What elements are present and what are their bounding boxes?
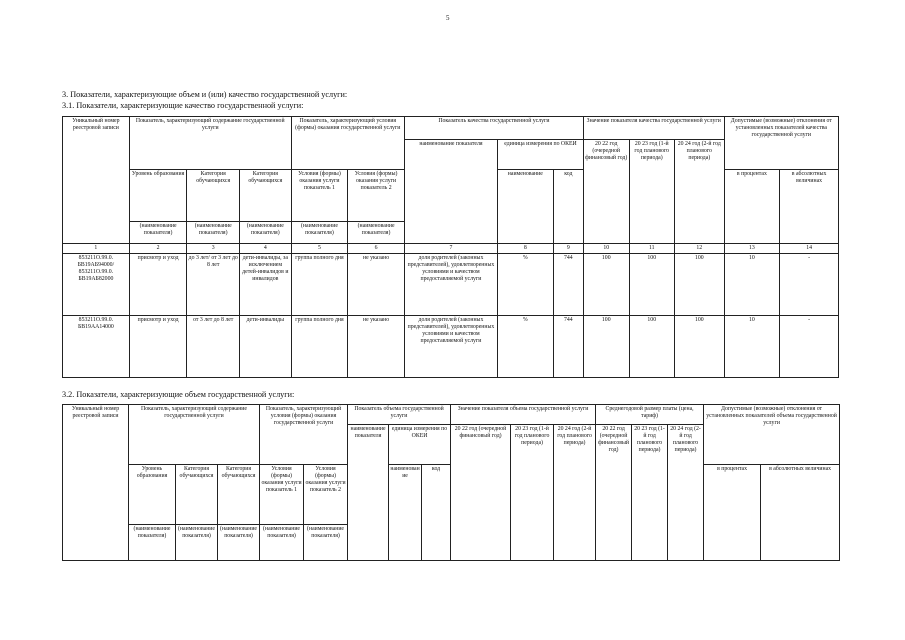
cell: группа полного дня xyxy=(291,254,348,316)
cell: дети-инвалиды, за исключением детей-инвалидов и инвалидов xyxy=(240,254,292,316)
colnum: 11 xyxy=(629,244,675,254)
header-condition-2: Условия (формы) оказания услуги показатель 2 xyxy=(348,170,405,222)
table-row xyxy=(63,254,839,316)
cell: 10 xyxy=(724,254,780,316)
header-deviation: Допустимые (возможные) отклонения от установленных показателей качества государственной услуги xyxy=(724,117,838,170)
header-percent: в процентах xyxy=(724,170,780,244)
header-absolute: в абсолютных величинах xyxy=(780,170,839,244)
cell: не указано xyxy=(348,316,405,378)
cell: 100 xyxy=(675,316,725,378)
header-unit-code: код xyxy=(422,465,451,561)
colnum: 5 xyxy=(291,244,348,254)
header-quality: Показатель качества государственной услуги xyxy=(404,117,583,140)
cell: присмотр и уход xyxy=(129,316,187,378)
cell: доля родителей (законных представителей), удовлетворенных условиями и качеством предоставляемой услуги xyxy=(404,316,497,378)
section-3-2-title: 3.2. Показатели, характеризующие объем государственной услуги: xyxy=(62,390,295,399)
colnum: 9 xyxy=(553,244,583,254)
page-number: 5 xyxy=(446,14,450,22)
header-unit: единица измерения по ОКЕИ xyxy=(389,425,451,465)
header-unit-code: код xyxy=(553,170,583,244)
header-registry: Уникальный номер реестровой записи xyxy=(63,117,130,244)
subheader-name-5: (наименование показателя) xyxy=(348,222,405,244)
registry-number: 853211О.99.0. БВ19АА14000 xyxy=(63,316,130,378)
header-education-level: Уровень образования xyxy=(129,170,187,222)
registry-number: 853211О.99.0. БВ19АБ94000/ 853211О.99.0. БВ19АБ82000 xyxy=(63,254,130,316)
header-conditions: Показатель, характеризующий условия (формы) оказания государственной услуги xyxy=(291,117,404,170)
header-volume: Показатель объема государственной услуги xyxy=(348,405,451,425)
cell: 744 xyxy=(553,316,583,378)
cell: доля родителей (законных представителей), удовлетворенных условиями и качеством предоставляемой услуги xyxy=(404,254,497,316)
colnum: 10 xyxy=(583,244,629,254)
header-name: наименование показателя xyxy=(348,425,389,561)
quality-indicators-table xyxy=(62,116,839,378)
header-unit: единица измерения по ОКЕИ xyxy=(497,140,583,170)
cell: 100 xyxy=(675,254,725,316)
colnum: 1 xyxy=(63,244,130,254)
header-education-level: Уровень образования xyxy=(129,465,176,525)
header-category-1: Категория обучающихся xyxy=(187,170,240,222)
volume-indicators-table xyxy=(62,404,840,561)
header-year-1: 20 22 год (очередной финансовый год) xyxy=(451,425,511,561)
header-fee: Среднегодовой размер платы (цена, тариф) xyxy=(596,405,704,425)
header-category-2: Категория обучающихся xyxy=(240,170,292,222)
header-category-2: Категория обучающихся xyxy=(218,465,260,525)
header-fee-year-2: 20 23 год (1-й год планового периода) xyxy=(632,425,668,561)
subheader-name-3: (наименование показателя) xyxy=(240,222,292,244)
colnum: 6 xyxy=(348,244,405,254)
header-unit-name: наименование xyxy=(497,170,553,244)
header-conditions: Показатель, характеризующий условия (формы) оказания государственной услуги xyxy=(260,405,348,465)
header-percent: в процентах xyxy=(704,465,761,561)
header-year-1: 20 22 год (очередной финансовый год) xyxy=(583,140,629,244)
section-3-1-title: 3.1. Показатели, характеризующие качество государственной услуги: xyxy=(62,101,304,110)
header-value: Значение показателя объема государственной услуги xyxy=(451,405,596,425)
header-year-3: 20 24 год (2-й год планового периода) xyxy=(554,425,596,561)
cell: до 3 лет/ от 3 лет до 8 лет xyxy=(187,254,240,316)
header-indicator-name: наименование показателя xyxy=(404,140,497,244)
header-year-2: 20 23 год (1-й год планового периода) xyxy=(511,425,554,561)
subheader-name-4: (наименование показателя) xyxy=(291,222,348,244)
header-condition-1: Условия (формы) оказания услуги показатель 1 xyxy=(291,170,348,222)
cell: 100 xyxy=(583,316,629,378)
header-condition-2: Условия (формы) оказания услуги показатель 2 xyxy=(304,465,348,525)
subheader-name-1: (наименование показателя) xyxy=(129,222,187,244)
subheader-name-2: (наименование показателя) xyxy=(187,222,240,244)
column-numbers-row xyxy=(63,244,839,254)
cell: дети-инвалиды xyxy=(240,316,292,378)
header-unit-name: наименование xyxy=(389,465,422,561)
cell: 10 xyxy=(724,316,780,378)
cell: 100 xyxy=(629,316,675,378)
header-content: Показатель, характеризующий содержание государственной услуги xyxy=(129,405,260,465)
colnum: 14 xyxy=(780,244,839,254)
header-content: Показатель, характеризующий содержание государственной услуги xyxy=(129,117,291,170)
section-3-title: 3. Показатели, характеризующие объем и (или) качество государственной услуги: xyxy=(62,90,348,99)
header-year-2: 20 23 год (1-й год планового периода) xyxy=(629,140,675,244)
colnum: 8 xyxy=(497,244,553,254)
subheader-name-1: (наименование показателя) xyxy=(129,525,176,561)
cell: % xyxy=(497,316,553,378)
cell: % xyxy=(497,254,553,316)
header-registry: Уникальный номер реестровой записи xyxy=(63,405,129,561)
cell: - xyxy=(780,254,839,316)
cell: присмотр и уход xyxy=(129,254,187,316)
cell: группа полного дня xyxy=(291,316,348,378)
cell: не указано xyxy=(348,254,405,316)
cell: 100 xyxy=(629,254,675,316)
subheader-name-4: (наименование показателя) xyxy=(260,525,304,561)
header-year-3: 20 24 год (2-й год планового периода) xyxy=(675,140,725,244)
cell: от 3 лет до 8 лет xyxy=(187,316,240,378)
header-value: Значение показателя качества государственной услуги xyxy=(583,117,724,140)
subheader-name-3: (наименование показателя) xyxy=(218,525,260,561)
colnum: 2 xyxy=(129,244,187,254)
header-absolute: в абсолютных величинах xyxy=(761,465,840,561)
colnum: 13 xyxy=(724,244,780,254)
header-category-1: Категория обучающихся xyxy=(176,465,218,525)
cell: 744 xyxy=(553,254,583,316)
colnum: 12 xyxy=(675,244,725,254)
table-row xyxy=(63,316,839,378)
colnum: 4 xyxy=(240,244,292,254)
subheader-name-2: (наименование показателя) xyxy=(176,525,218,561)
header-condition-1: Условия (формы) оказания услуги показатель 1 xyxy=(260,465,304,525)
cell: 100 xyxy=(583,254,629,316)
header-fee-year-3: 20 24 год (2-й год планового периода) xyxy=(668,425,704,561)
header-fee-year-1: 20 22 год (очередной финансовый год) xyxy=(596,425,632,561)
colnum: 7 xyxy=(404,244,497,254)
colnum: 3 xyxy=(187,244,240,254)
header-deviation: Допустимые (возможные) отклонения от установленных показателей объема государственной услуги xyxy=(704,405,840,465)
cell: - xyxy=(780,316,839,378)
subheader-name-5: (наименование показателя) xyxy=(304,525,348,561)
